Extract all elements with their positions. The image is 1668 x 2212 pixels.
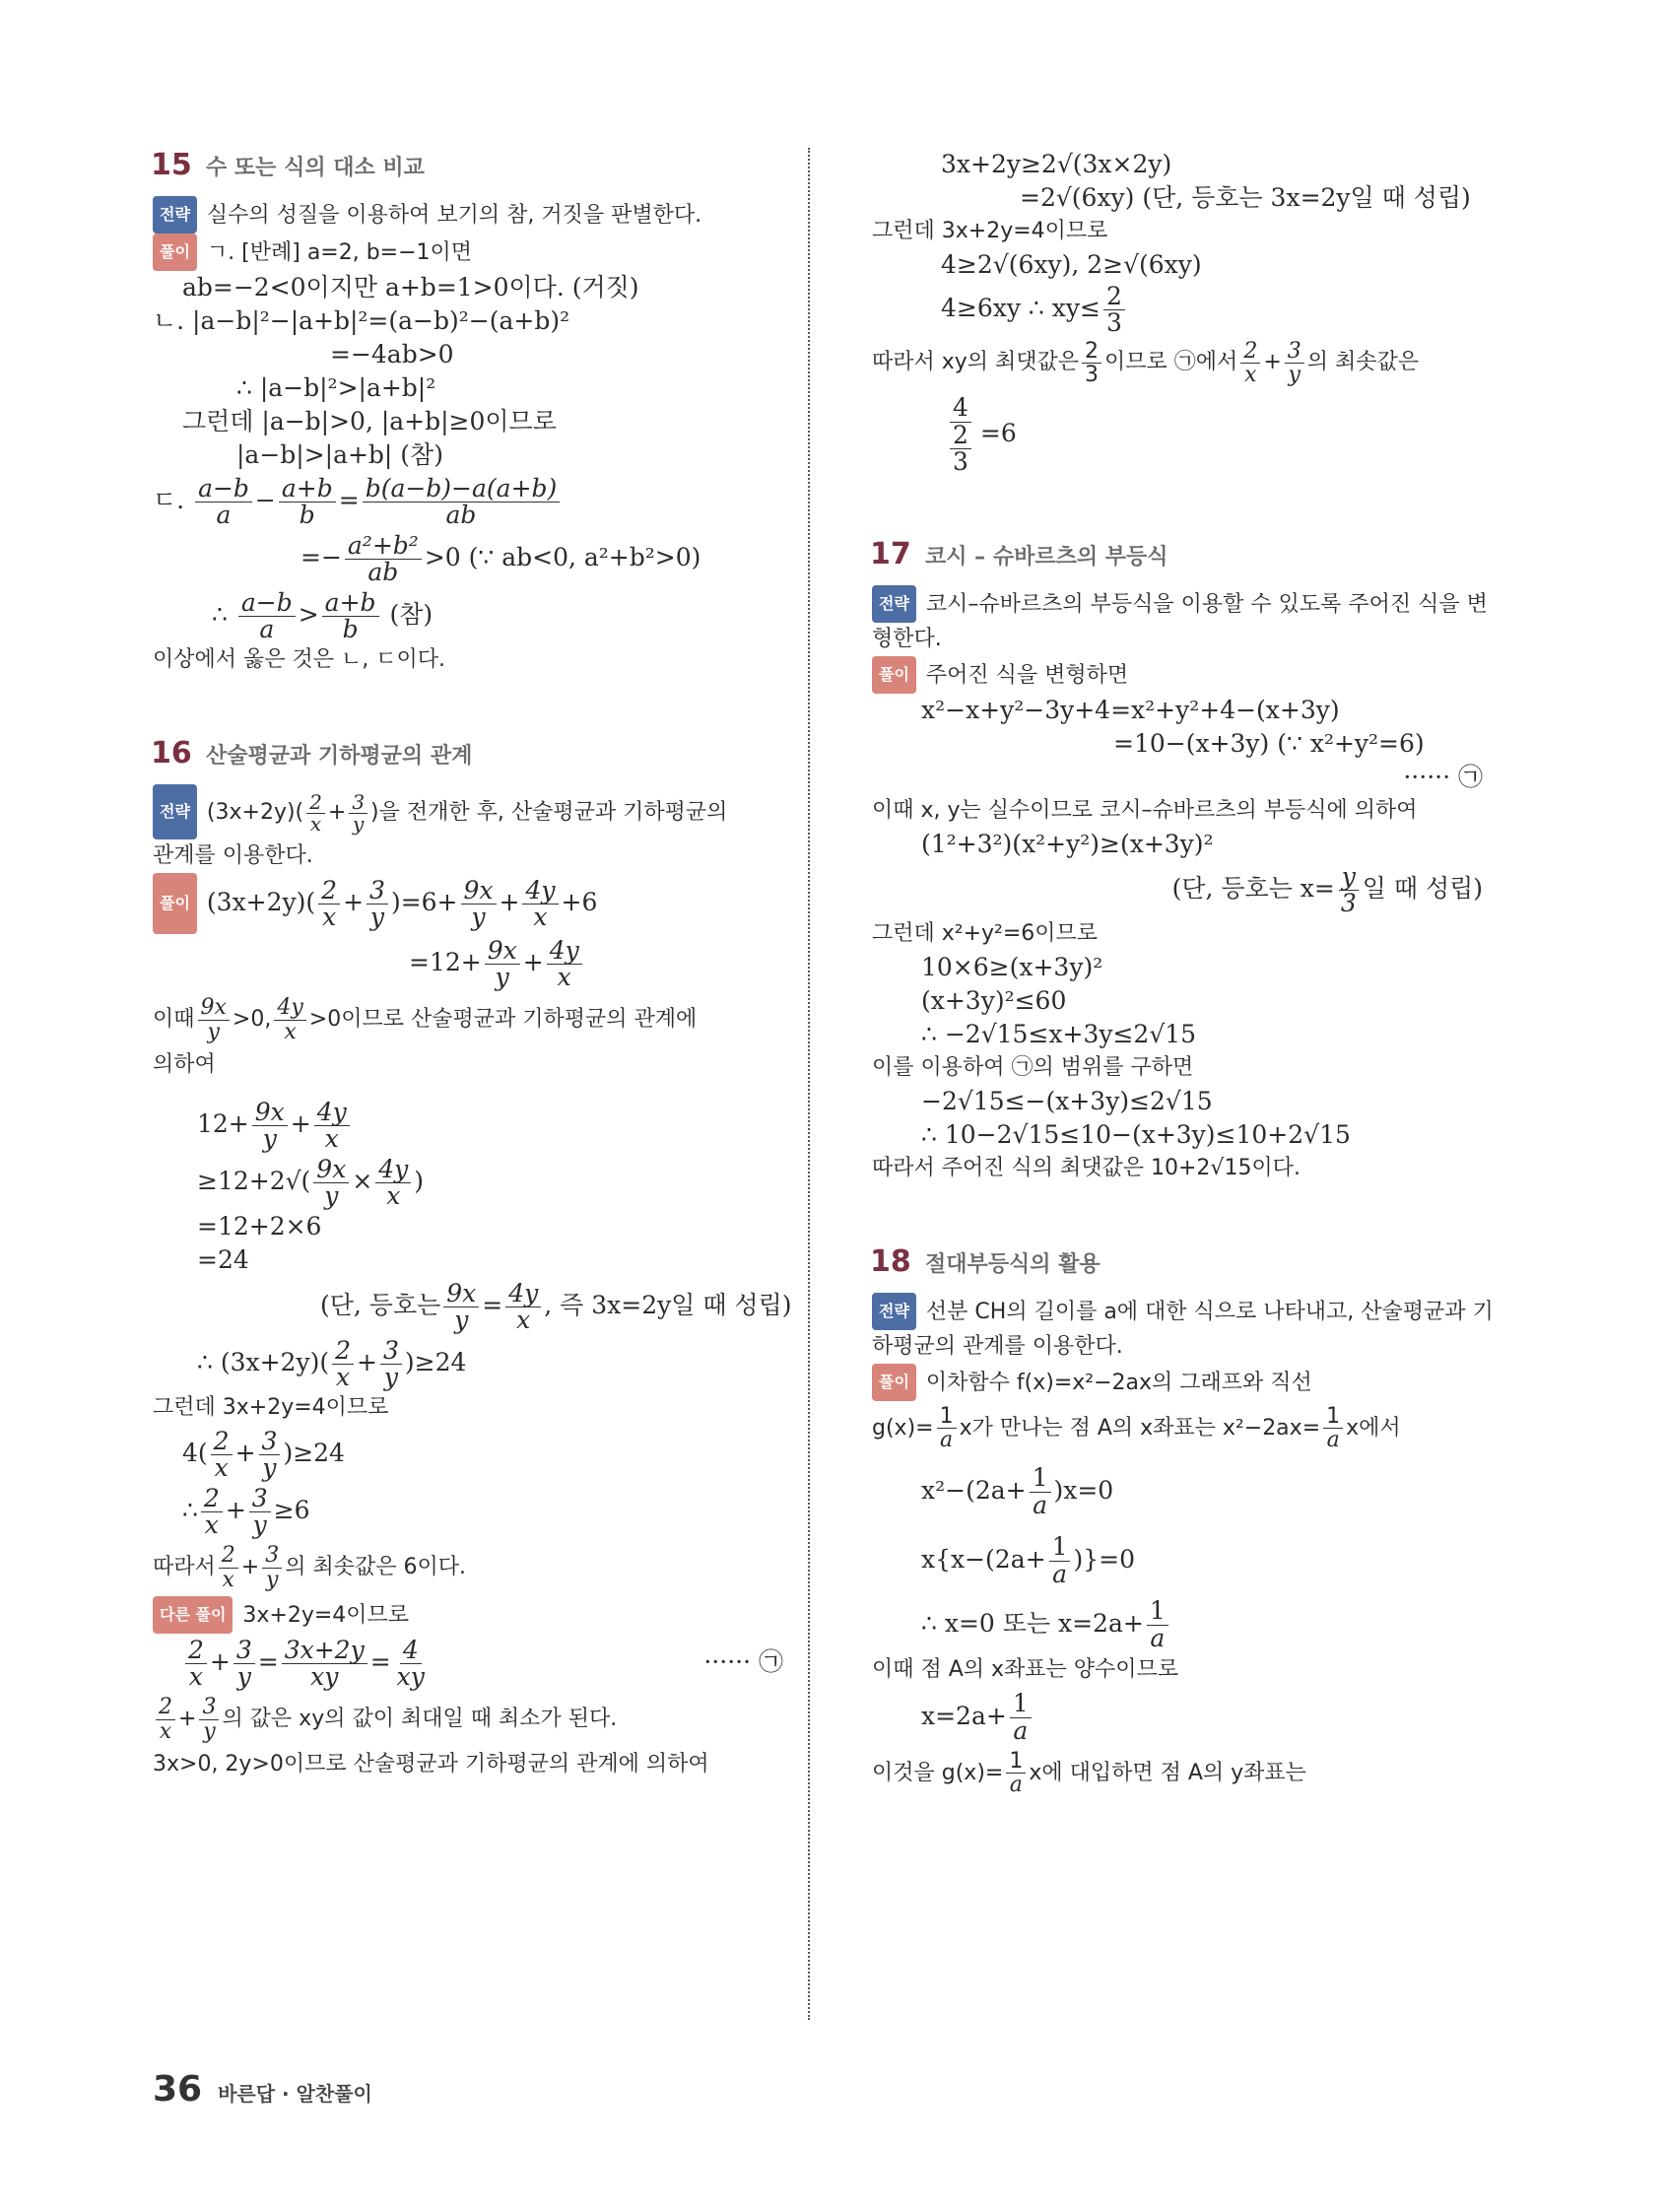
text-line: 그런데 3x+2y=4이므로 bbox=[153, 1395, 389, 1420]
text-line: 따라서 xy의 최댓값은 $\frac{2}{3}$ 이므로 ㉠에서 $\frac{2}{x}$ + $\frac{3}{y}$ 의 최솟값은 bbox=[872, 338, 1420, 387]
solution-tag: 풀이 bbox=[153, 873, 197, 934]
math-line: 4≥6xy ∴ xy≤ $\frac{2}{3}$ bbox=[941, 282, 1483, 336]
math-line: ∴ x=0 또는 x=2a+ $\frac{1}{a}$ bbox=[921, 1594, 1483, 1653]
math-line: ㄴ. |a−b|²−|a+b|²=(a−b)²−(a+b)² bbox=[153, 306, 570, 335]
math-line: =− $\frac{\text{a²+b²}}{ab}$ >0 (∵ ab<0, a²+b²>0) bbox=[300, 530, 701, 586]
math-line: ab=−2<0이지만 a+b=1>0이다. (거짓) bbox=[182, 273, 639, 302]
strategy-line: 전략 선분 CH의 길이를 a에 대한 식으로 나타내고, 산술평균과 기 bbox=[872, 1293, 1483, 1330]
math-line: x=2a+ $\frac{1}{a}$ bbox=[921, 1687, 1483, 1746]
strategy-tag: 전략 bbox=[153, 784, 197, 839]
math-line: 4≥2√(6xy), 2≥√(6xy) bbox=[941, 250, 1202, 279]
equation-marker: ······ ㉠ bbox=[1403, 763, 1483, 792]
strategy-line bbox=[153, 196, 783, 234]
math-line: =10−(x+3y) (∵ x²+y²=6) bbox=[1113, 729, 1425, 759]
column-divider bbox=[808, 148, 810, 2020]
strategy-line: 형한다. bbox=[872, 627, 942, 652]
text-line: 3x>0, 2y>0이므로 산술평균과 기하평균의 관계에 의하여 bbox=[153, 1752, 709, 1776]
strategy-text: 실수의 성질을 이용하여 보기의 참, 거짓을 판별한다. bbox=[206, 203, 702, 228]
solution-line: 풀이 이차함수 f(x)=x²−2ax의 그래프와 직선 bbox=[872, 1364, 1483, 1401]
alt-solution-line: 다른 풀이 3x+2y=4이므로 bbox=[153, 1596, 783, 1634]
math-line: 3x+2y≥2√(3x×2y) bbox=[941, 150, 1172, 178]
strategy-line: 전략 (3x+2y)( $\frac{2}{x}$ + $\frac{3}{y}$ )을 전개한 후, 산술평균과 기하평균의 bbox=[153, 784, 783, 839]
page-footer bbox=[153, 2069, 372, 2110]
math-line: 12+ $\frac{9x}{y}$ + $\frac{4y}{x}$ bbox=[197, 1096, 783, 1153]
math-line: =12+2×6 bbox=[197, 1212, 322, 1240]
math-line: ≥12+2√( $\frac{9x}{y}$ × $\frac{4y}{x}$ ) bbox=[197, 1154, 425, 1210]
strategy-tag: 전략 bbox=[872, 1293, 916, 1330]
problem-number: 18 bbox=[870, 1243, 911, 1279]
right-column bbox=[870, 148, 1494, 1801]
math-line: −2√15≤−(x+3y)≤2√15 bbox=[921, 1086, 1213, 1115]
math-line: ∴ |a−b|²>|a+b|² bbox=[236, 373, 436, 402]
text-line: 이때 점 A의 x좌표는 양수이므로 bbox=[872, 1656, 1179, 1682]
conclusion-line: 따라서 주어진 식의 최댓값은 10+2√15이다. bbox=[872, 1155, 1301, 1180]
footer-label: 바른답 · 알찬풀이 bbox=[218, 2082, 372, 2106]
math-line: (단, 등호는 x= $\frac{y}{3}$ 일 때 성립) bbox=[1171, 862, 1483, 918]
problem-18-header bbox=[870, 1244, 1483, 1279]
math-line: (단, 등호는 $\frac{9x}{y}$ = $\frac{4y}{x}$ , 즉 3x=2y일 때 성립) bbox=[320, 1278, 792, 1334]
solution-tag: 풀이 bbox=[153, 234, 197, 271]
problem-number: 17 bbox=[870, 537, 911, 572]
conclusion-line: 이상에서 옳은 것은 ㄴ, ㄷ이다. bbox=[153, 647, 445, 672]
text-line: 이를 이용하여 ㉠의 범위를 구하면 bbox=[872, 1054, 1194, 1080]
problem-title: 절대부등식의 활용 bbox=[925, 1251, 1101, 1277]
solution-tag: 풀이 bbox=[872, 1364, 916, 1401]
problem-title: 코시 – 슈바르츠의 부등식 bbox=[925, 545, 1168, 570]
problem-title: 산술평균과 기하평균의 관계 bbox=[206, 744, 473, 769]
strategy-line: 전략 코시–슈바르츠의 부등식을 이용할 수 있도록 주어진 식을 변 bbox=[872, 585, 1483, 623]
math-line: x{x−(2a+ $\frac{1}{a}$ )}=0 bbox=[921, 1532, 1135, 1588]
problem-title: 수 또는 식의 대소 비교 bbox=[206, 156, 425, 180]
math-line: =24 bbox=[197, 1245, 249, 1274]
math-line: x²−x+y²−3y+4=x²+y²+4−(x+3y) bbox=[921, 696, 1340, 725]
strategy-line: 하평균의 관계를 이용한다. bbox=[872, 1333, 1123, 1359]
solution-line: 풀이 주어진 식을 변형하면 bbox=[872, 656, 1483, 694]
solution-line: 풀이 (3x+2y)( $\frac{2}{x}$ + $\frac{3}{y}$ )=6+ $\frac{9x}{y}$ + $\frac{4y}{x}$ +6 bbox=[153, 873, 783, 934]
math-line: ㄱ. [반례] a=2, b=−1이면 bbox=[206, 240, 473, 265]
strategy-line: 관계를 이용한다. bbox=[153, 843, 313, 868]
alt-solution-tag: 다른 풀이 bbox=[153, 1596, 233, 1634]
text-line: 그런데 3x+2y=4이므로 bbox=[872, 219, 1108, 243]
math-line: x²−(2a+ $\frac{1}{a}$ )x=0 bbox=[921, 1463, 1114, 1519]
text-line: g(x)= $\frac{1}{a}$ x가 만나는 점 A의 x좌표는 x²−2ax= $\frac{1}{a}$ x에서 bbox=[872, 1403, 1401, 1452]
math-line: (x+3y)²≤60 bbox=[921, 985, 1067, 1015]
text-line: 그런데 x²+y²=6이므로 bbox=[872, 920, 1099, 946]
problem-number: 16 bbox=[151, 736, 192, 771]
text-line: 이때 $\frac{9x}{y}$ >0, $\frac{4y}{x}$ >0이므로 산술평균과 기하평균의 관계에 bbox=[153, 995, 698, 1044]
problem-17-header bbox=[870, 537, 1483, 571]
math-line: 4( $\frac{2}{x}$ + $\frac{3}{y}$ )≥24 bbox=[182, 1426, 345, 1482]
math-line: =12+ $\frac{9x}{y}$ + $\frac{4y}{x}$ bbox=[409, 934, 783, 991]
math-line: ∴ (3x+2y)( $\frac{2}{x}$ + $\frac{3}{y}$ )≥24 bbox=[197, 1335, 467, 1391]
conclusion-line: 따라서 $\frac{2}{x}$ + $\frac{3}{y}$ 의 최솟값은 6이다. bbox=[153, 1543, 466, 1592]
text-line: $\frac{2}{x}$ + $\frac{3}{y}$ 의 값은 xy의 값이 최대일 때 최소가 된다. bbox=[153, 1691, 783, 1748]
math-line: ∴ −2√15≤x+3y≤2√15 bbox=[921, 1019, 1197, 1048]
math-line: =−4ab>0 bbox=[330, 340, 454, 369]
problem-15-header bbox=[151, 148, 783, 182]
page-number: 36 bbox=[153, 2069, 203, 2110]
strategy-tag: 전략 bbox=[153, 196, 197, 234]
equation-marker: ······ ㉠ bbox=[703, 1647, 783, 1676]
strategy-tag: 전략 bbox=[872, 585, 916, 623]
text-line: 이때 x, y는 실수이므로 코시–슈바르츠의 부등식에 의하여 bbox=[872, 798, 1418, 824]
math-line: (1²+3²)(x²+y²)≥(x+3y)² bbox=[921, 830, 1214, 859]
problem-number: 15 bbox=[151, 148, 192, 182]
solution-tag: 풀이 bbox=[872, 656, 916, 694]
text-line: 이것을 g(x)= $\frac{1}{a}$ x에 대입하면 점 A의 y좌표는 bbox=[872, 1748, 1306, 1797]
math-line: =2√(6xy) (단, 등호는 3x=2y일 때 성립) bbox=[1020, 183, 1471, 212]
math-line: |a−b|>|a+b| (참) bbox=[236, 440, 443, 469]
left-column bbox=[151, 148, 792, 1781]
text-line: 의하여 bbox=[153, 1052, 216, 1077]
math-line: $\frac{2}{x}$ + $\frac{3}{y}$ = $\frac{3x+2y}{xy}$ = $\frac{4}{xy}$ ······ ㉠ bbox=[182, 1634, 783, 1691]
math-line: ㄷ. $\frac{a-b}{a}$ − $\frac{a+b}{b}$ = $\frac{b(a-b)-a(a+b)}{ab}$ bbox=[153, 472, 783, 529]
solution-line bbox=[153, 234, 783, 271]
math-line: ∴ 10−2√15≤10−(x+3y)≤10+2√15 bbox=[921, 1119, 1351, 1149]
math-line: 그런데 |a−b|>0, |a+b|≥0이므로 bbox=[182, 407, 557, 436]
math-line: 10×6≥(x+3y)² bbox=[921, 952, 1103, 981]
math-line: $\frac{4}{\frac{2}{3}}$ =6 bbox=[941, 389, 1483, 478]
problem-16-header bbox=[151, 736, 783, 771]
math-line: ∴ $\frac{2}{x}$ + $\frac{3}{y}$ ≥6 bbox=[182, 1483, 310, 1539]
math-line: ∴ $\frac{a-b}{a}$ > $\frac{a+b}{b}$ (참) bbox=[212, 587, 434, 643]
